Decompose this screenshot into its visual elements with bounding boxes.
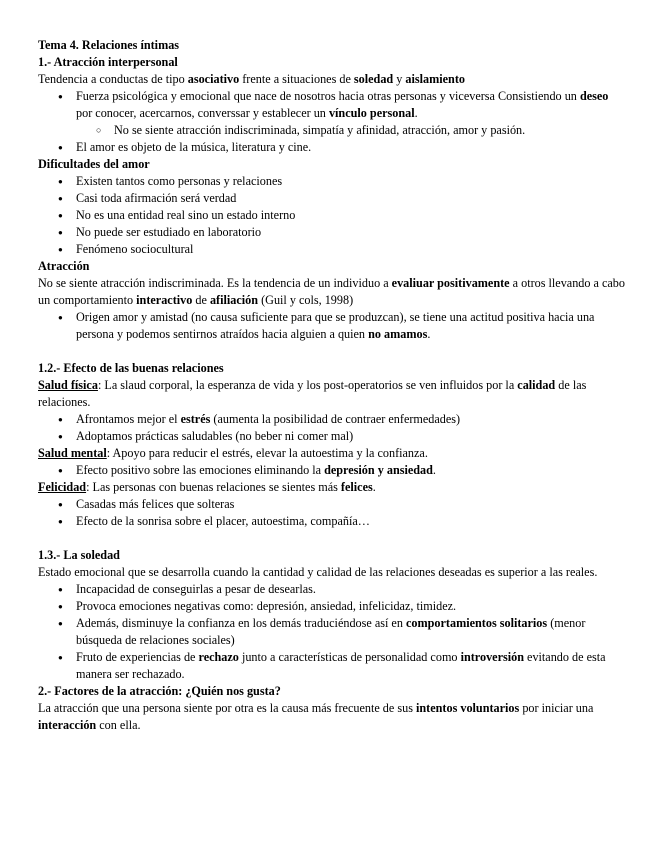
section-1-intro: Tendencia a conductas de tipo asociativo frente a situaciones de soledad y aislamiento (38, 72, 465, 86)
list-item: ● Adoptamos prácticas saludables (no beber ni comer mal) (38, 428, 625, 445)
list-item: ● Casadas más felices que solteras (38, 496, 625, 513)
section-1-subbullets (38, 122, 625, 139)
list-item: ○ No se siente atracción indiscriminada, simpatía y afinidad, atracción, amor y pasión. (38, 122, 625, 139)
atraccion-text: No se siente atracción indiscriminada. Es la tendencia de un individuo a evaliuar positivamente a otros llevando a cabo un comportamiento interactivo de afiliación (Guil y cols, 1998) (38, 276, 625, 307)
felicidad-text: Felicidad: Las personas con buenas relaciones se sientes más felices. (38, 480, 376, 494)
list-item: ● No puede ser estudiado en laboratorio (38, 224, 625, 241)
felicidad-list (38, 496, 625, 530)
list-item: ● Afrontamos mejor el estrés (aumenta la posibilidad de contraer enfermedades) (38, 411, 625, 428)
list-item: ● Existen tantos como personas y relaciones (38, 173, 625, 190)
list-item: ● Fenómeno sociocultural (38, 241, 625, 258)
list-item: ● Incapacidad de conseguirlas a pesar de desearlas. (38, 581, 625, 598)
salud-mental-text: Salud mental: Apoyo para reducir el estrés, elevar la autoestima y la confianza. (38, 446, 428, 460)
list-item: ● Origen amor y amistad (no causa suficiente para que se produzcan), se tiene una actitud positiva hacia una persona y podemos sentirnos atraídos hacia alguien a quien no amamos. (38, 309, 625, 343)
section-1-2-heading: 1.2.- Efecto de las buenas relaciones (38, 361, 224, 375)
list-item: ● Efecto positivo sobre las emociones eliminando la depresión y ansiedad. (38, 462, 625, 479)
soledad-text: Estado emocional que se desarrolla cuando la cantidad y calidad de las relaciones deseadas es superior a las reales. (38, 565, 598, 579)
spacer (38, 343, 625, 360)
list-item: ● Fruto de experiencias de rechazo junto a características de personalidad como introversión evitando de esta manera ser rechazado. (38, 649, 625, 683)
salud-fisica-text: Salud física: La slaud corporal, la esperanza de vida y los post-operatorios se ven influidos por la calidad de las relaciones. (38, 378, 587, 409)
soledad-list (38, 581, 625, 683)
list-item: ● Efecto de la sonrisa sobre el placer, autoestima, compañía… (38, 513, 625, 530)
list-item: ● Además, disminuye la confianza en los demás traduciéndose así en comportamientos solitarios (menor búsqueda de relaciones sociales) (38, 615, 625, 649)
list-item: ● No es una entidad real sino un estado interno (38, 207, 625, 224)
list-item: ● El amor es objeto de la música, literatura y cine. (38, 139, 625, 156)
section-1-bullets (38, 88, 625, 122)
section-1-bullets-2 (38, 139, 625, 156)
section-1-heading: 1.- Atracción interpersonal (38, 55, 178, 69)
spacer (38, 530, 625, 547)
list-item: ● Provoca emociones negativas como: depresión, ansiedad, infelicidaz, timidez. (38, 598, 625, 615)
atraccion-list (38, 309, 625, 343)
dificultades-list (38, 173, 625, 258)
salud-fisica-list (38, 411, 625, 445)
atraccion-heading: Atracción (38, 259, 90, 273)
salud-mental-list (38, 462, 625, 479)
document-title: Tema 4. Relaciones íntimas (38, 38, 180, 52)
dificultades-heading: Dificultades del amor (38, 157, 150, 171)
list-item: ● Casi toda afirmación será verdad (38, 190, 625, 207)
list-item: ● Fuerza psicológica y emocional que nace de nosotros hacia otras personas y viceversa Consistiendo un deseo por conocer, acercarnos, converssar y establecer un vínculo personal. (38, 88, 625, 122)
section-1-3-heading: 1.3.- La soledad (38, 548, 120, 562)
section-2-text: La atracción que una persona siente por otra es la causa más frecuente de sus intentos voluntarios por iniciar una interacción con ella. (38, 701, 594, 732)
section-2-heading: 2.- Factores de la atracción: ¿Quién nos gusta? (38, 684, 281, 698)
